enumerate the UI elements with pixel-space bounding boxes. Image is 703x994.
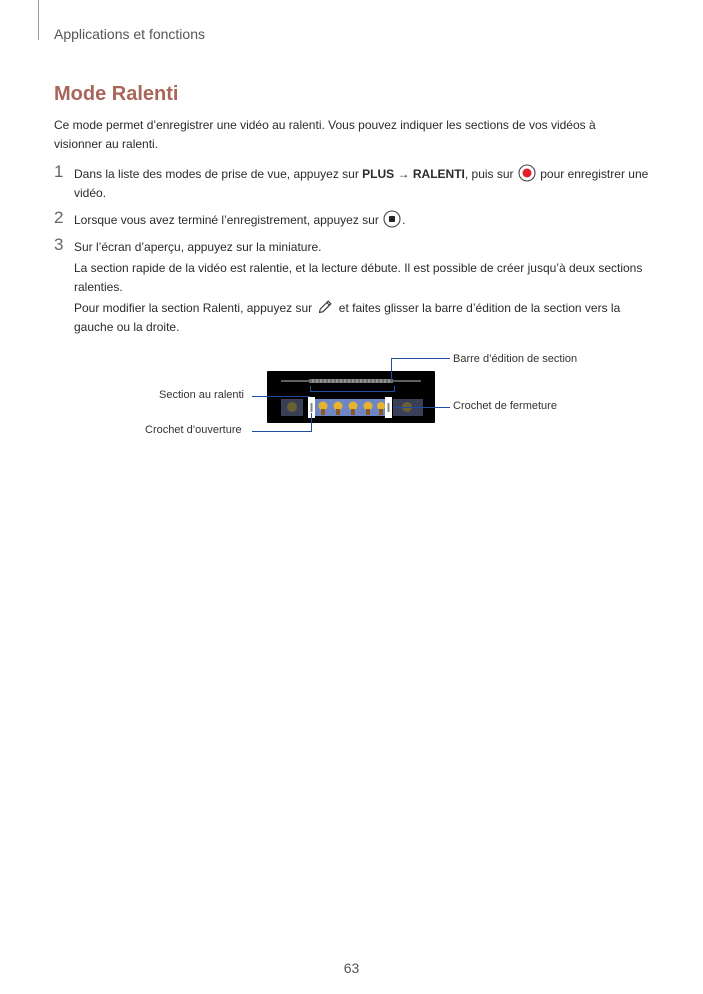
step-1 [54, 162, 654, 203]
step-line: Pour modifier la section Ralenti, appuyez sur et faites glisser la barre d’édition de la section vers la gauche ou la droite. [74, 299, 654, 337]
editor-graphic [267, 371, 435, 423]
step-text: Lorsque vous avez terminé l’enregistrement, appuyez sur . [74, 211, 654, 230]
intro-paragraph: Ce mode permet d’enregistrer une vidéo au ralenti. Vous pouvez indiquer les sections de vos vidéos à visionner au ralenti. [54, 118, 596, 151]
record-icon [518, 164, 536, 182]
step-line: La section rapide de la vidéo est ralentie, et la lecture débute. Il est possible de créer jusqu’à deux sections ralenties. [74, 261, 643, 294]
leader-line [310, 391, 394, 392]
video-editor-strip [267, 371, 435, 423]
label-opening-bracket: Crochet d’ouverture [145, 424, 242, 436]
leader-line [394, 386, 395, 392]
step-text: Dans la liste des modes de prise de vue, appuyez sur PLUS → RALENTI, puis sur pour enregistrer une vidéo. [74, 165, 654, 203]
pencil-icon [316, 298, 334, 316]
step-line: Sur l’écran d’aperçu, appuyez sur la miniature. [74, 240, 322, 254]
step-number: 1 [54, 162, 64, 181]
leader-line [252, 396, 310, 397]
section-edit-bar[interactable] [309, 379, 393, 383]
margin-line [38, 0, 39, 40]
step-3 [54, 235, 654, 337]
leader-line [311, 413, 312, 432]
leader-line [391, 358, 392, 380]
label-slow-section: Section au ralenti [159, 389, 244, 401]
step-2 [54, 208, 654, 230]
page-title: Mode Ralenti [54, 83, 179, 105]
stop-icon [383, 210, 401, 228]
step-number: 2 [54, 208, 64, 227]
leader-line [252, 431, 312, 432]
page-number: 63 [343, 960, 360, 976]
leader-line [395, 407, 450, 408]
section-header: Applications et fonctions [54, 26, 205, 42]
step-number: 3 [54, 235, 64, 254]
leader-line [391, 358, 450, 359]
label-edit-bar: Barre d’édition de section [453, 353, 578, 365]
label-closing-bracket: Crochet de fermeture [453, 400, 557, 412]
